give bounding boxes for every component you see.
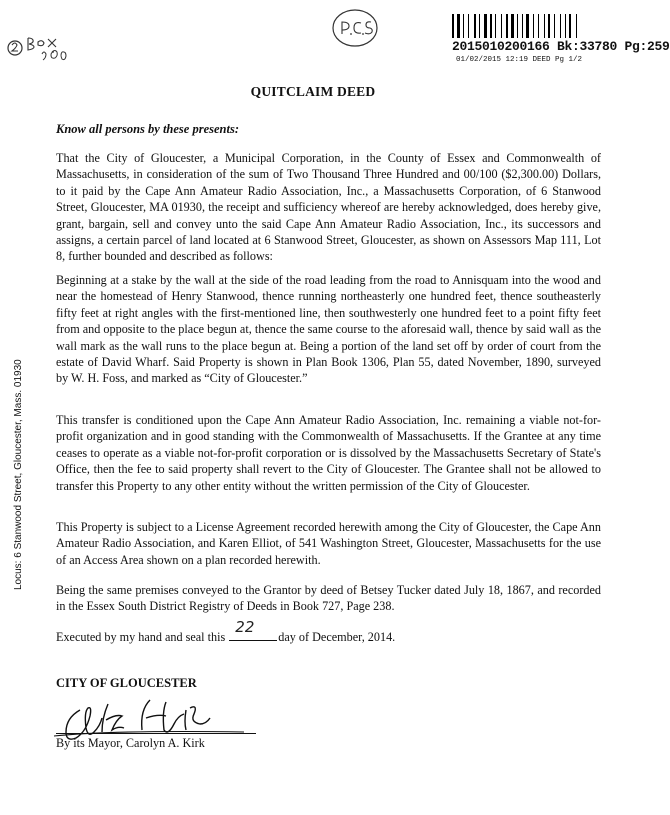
barcode-bar: [530, 14, 532, 38]
barcode-bar: [468, 14, 469, 38]
execution-suffix: day of December, 2014.: [278, 630, 396, 644]
recording-barcode: [452, 14, 614, 38]
barcode-bar: [493, 14, 494, 38]
barcode-bar: [481, 14, 483, 38]
barcode-bar: [484, 14, 487, 38]
barcode-bar: [479, 14, 480, 38]
barcode-bar: [535, 14, 537, 38]
recording-date: 01/02/2015 12:19 DEED Pg 1/2: [456, 56, 583, 64]
barcode-bar: [569, 14, 571, 38]
paragraph-license-agreement: This Property is subject to a License Agreement recorded herewith among the City of Gloucester, the Cape Ann Amateur Radio Association, and Karen Elliot, of 541 Washington Street, Gloucester, Massachusetts for the use of an Access Area shown on a plan recorded herewith.: [56, 520, 601, 567]
barcode-bar: [565, 14, 566, 38]
barcode-bar: [538, 14, 539, 38]
barcode-bar: [540, 14, 543, 38]
barcode-bar: [524, 14, 525, 38]
barcode-bar: [457, 14, 460, 38]
barcode-bar: [470, 14, 473, 38]
barcode-bar: [560, 14, 561, 38]
locus-side-text: [8, 170, 30, 590]
barcode-bar: [526, 14, 529, 38]
execution-line: [56, 618, 396, 645]
paragraph-conveyance: That the City of Gloucester, a Municipal Corporation, in the County of Essex and Commonwealth of Massachusetts, in consideration of the sum of Two Thousand Three Hundred and 00/100 ($2,300.00) Dollars, to it paid by the Cape Ann Amateur Radio Association, Inc., a Massachusetts Corporation, of 6 Stanwood Street, Gloucester, MA 01930, the receipt and sufficiency whereof are hereby acknowledged, does hereby give, grant, bargain, sell and convey unto the said Cape Ann Amateur Radio Association, Inc., its successors and assigns, a certain parcel of land located at 6 Stanwood Street, Gloucester, as shown on Assessors Map 111, Lot 8, further bounded and described as follows:: [56, 151, 601, 264]
barcode-bar: [509, 14, 510, 38]
paragraph-prior-deed: Being the same premises conveyed to the Grantor by deed of Betsey Tucker dated July 18, 1867, and recorded in the Essex South District Registry of Deeds in Book 727, Page 238.: [56, 583, 601, 614]
handwritten-pcs-note: [330, 6, 380, 50]
barcode-bar: [546, 14, 547, 38]
barcode-bar: [576, 14, 577, 38]
barcode-bar: [519, 14, 521, 38]
barcode-bar: [501, 14, 502, 38]
barcode-bar: [522, 14, 523, 38]
barcode-bar: [578, 14, 580, 38]
barcode-bar: [474, 14, 476, 38]
barcode-bar: [556, 14, 559, 38]
document-title: QUITCLAIM DEED: [250, 84, 376, 99]
execution-day: 22: [235, 618, 255, 636]
barcode-bar: [503, 14, 505, 38]
barcode-bar: [461, 14, 462, 38]
execution-day-blank: [229, 618, 277, 641]
signature-city: CITY OF GLOUCESTER: [56, 676, 197, 690]
barcode-bar: [562, 14, 564, 38]
barcode-bar: [488, 14, 489, 38]
locus-text: Locus: 6 Stanwood Street, Gloucester, Mass. 01930: [13, 359, 24, 590]
barcode-bar: [497, 14, 500, 38]
opening-phrase: Know all persons by these presents:: [56, 122, 240, 136]
barcode-bar: [455, 14, 456, 38]
barcode-bar: [463, 14, 464, 38]
execution-prefix: Executed by my hand and seal this: [56, 630, 226, 644]
barcode-bar: [551, 14, 553, 38]
barcode-bar: [572, 14, 575, 38]
barcode-bar: [506, 14, 508, 38]
barcode-bar: [533, 14, 534, 38]
paragraph-boundary-description: Beginning at a stake by the wall at the side of the road leading from the road to Annisquam into the wood and near the homestead of Henry Stanwood, thence running northeasterly one hundred feet, thence southeasterly fifty feet at right angles with the first-mentioned line, then southwesterly one hundred feet to a point fifty feet from and opposite to the place begun at, thence the same course to the aforesaid wall, thence by said wall as the wall mark as the wall runs to the place begun at. Being a portion of the land set off by order of court from the estate of David Wharf. Said Property is shown in Plan Book 1306, Plan 55, dated November, 1890, surveyed by W. H. Foss, and marked as “City of Gloucester.”: [56, 273, 601, 386]
barcode-bar: [495, 14, 496, 38]
barcode-bar: [452, 14, 454, 38]
handwritten-box-note: [6, 30, 72, 62]
barcode-bar: [465, 14, 467, 38]
recording-number: 2015010200166 Bk:33780 Pg:259: [452, 39, 670, 54]
signatory-mayor: By its Mayor, Carolyn A. Kirk: [56, 736, 205, 750]
barcode-bar: [490, 14, 492, 38]
barcode-bar: [548, 14, 550, 38]
barcode-bar: [515, 14, 516, 38]
barcode-bar: [517, 14, 518, 38]
barcode-bar: [544, 14, 545, 38]
paragraph-transfer-condition: This transfer is conditioned upon the Cape Ann Amateur Radio Association, Inc. remaining a viable not-for-profit organization and in good standing with the Commonwealth of Massachusetts. If the Grantee at any time ceases to operate as a viable not-for-profit corporation or is dissolved by the Massachusetts Secretary of State's Office, then the fee to said property shall revert to the City of Gloucester. The Grantee shall not be allowed to transfer this Property to any other entity without the written permission of the City of Gloucester.: [56, 413, 601, 493]
signature-line: [56, 733, 256, 734]
barcode-bar: [477, 14, 478, 38]
barcode-bar: [567, 14, 568, 38]
barcode-bar: [554, 14, 555, 38]
barcode-bar: [511, 14, 514, 38]
